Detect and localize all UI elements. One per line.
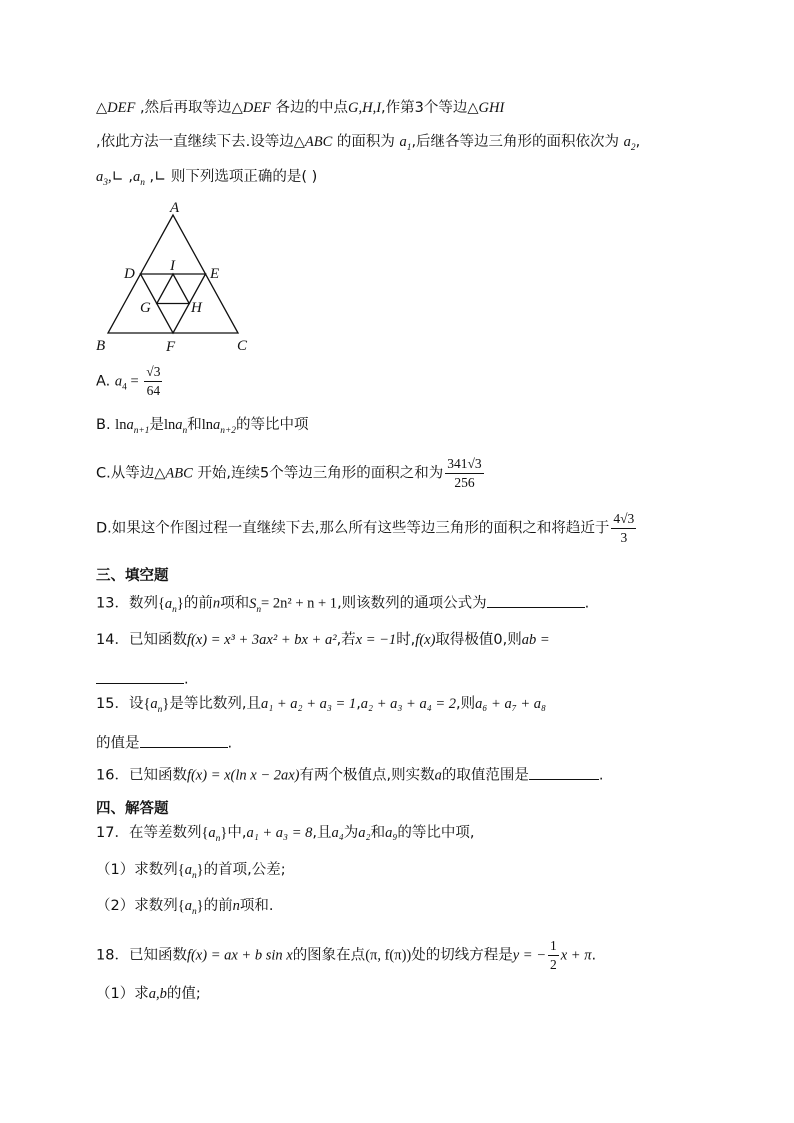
a-var: a xyxy=(175,417,183,433)
q18-text: 处的切线方程是 xyxy=(411,947,513,964)
q13-formula: = 2n² + n + 1 xyxy=(261,595,338,612)
q12-line2 xyxy=(96,134,640,154)
a3-var: $a_3$ xyxy=(96,169,108,188)
q14-text: ,若 xyxy=(336,632,356,648)
numerator: 4√3 xyxy=(611,511,636,529)
question-number: 14． xyxy=(96,632,129,648)
tangent-expr: x + π xyxy=(560,947,592,964)
ellipsis: ∟ xyxy=(111,169,124,185)
points-label: G,H,I xyxy=(348,100,382,116)
q17-p2-text: （2）求数列 xyxy=(96,898,178,914)
option-label: A. xyxy=(96,373,115,390)
q12-text: 的面积为 xyxy=(332,134,400,150)
q18-formula: f(x) = ax + b sin x xyxy=(186,947,293,964)
label-D: D xyxy=(124,266,135,282)
period: . xyxy=(591,947,597,964)
q14-text: 取得极值0,则 xyxy=(435,632,522,648)
triangle-ghi xyxy=(157,274,189,304)
q18 xyxy=(96,938,596,973)
q17 xyxy=(96,825,474,845)
tangent-expr: y = − xyxy=(512,947,546,964)
label-I: I xyxy=(170,258,175,274)
label-H: H xyxy=(191,300,202,316)
q17-p2-text: 项和. xyxy=(239,898,274,914)
q15-eq2: a₂ + a₃ + a₄ = 2 xyxy=(360,696,457,712)
period: . xyxy=(184,671,189,688)
n-var: n xyxy=(232,898,240,914)
q17-text: 中, xyxy=(227,825,247,841)
optb-text: 是 xyxy=(149,417,164,433)
q13-text: 项和 xyxy=(220,595,250,612)
q14-condition: x = −1 xyxy=(355,632,397,648)
q12-text: ,依此方法一直继续下去.设等边 xyxy=(96,134,294,150)
question-number: 15． xyxy=(96,696,129,712)
q15-text: , xyxy=(356,696,361,712)
sequence-an: $\{a_n\}$ xyxy=(143,696,170,715)
triangle-symbol: △ xyxy=(231,100,243,116)
abc-label: ABC xyxy=(165,465,193,482)
fraction-1-2 xyxy=(548,938,559,973)
sub-n2: n+2 xyxy=(220,425,236,436)
q18-point: (π, f(π)) xyxy=(365,947,412,964)
numerator: 1 xyxy=(548,938,559,956)
q17-p1-text: 的首项,公差; xyxy=(203,862,286,878)
answer-blank[interactable] xyxy=(96,668,184,684)
q15-text: 是等比数列,且 xyxy=(169,696,261,712)
q14-formula: f(x) = x³ + 3ax² + bx + a² xyxy=(186,632,337,648)
label-F: F xyxy=(166,339,176,355)
sequence-an: $\{a_n\}$ xyxy=(157,595,184,615)
q18-part1 xyxy=(96,986,201,1003)
optc-text: 开始,连续5个等边三角形的面积之和为 xyxy=(192,465,444,482)
q17-text: 的等比中项, xyxy=(397,825,475,841)
q17-text: ,且 xyxy=(312,825,332,841)
a1-var: $a_1$ xyxy=(399,134,412,153)
q15-line2 xyxy=(96,732,232,753)
denominator: 64 xyxy=(146,383,161,399)
equals: = xyxy=(126,373,143,390)
label-A: A xyxy=(170,200,180,216)
n-var: n xyxy=(212,595,221,612)
q18-text: 的图象在点 xyxy=(292,947,366,964)
def-label: DEF xyxy=(107,100,136,116)
question-number: 16． xyxy=(96,767,129,784)
a9-var: a₉ xyxy=(385,825,398,841)
optb-text: 和 xyxy=(187,417,202,433)
q12-text: 则下列选项正确的是( ) xyxy=(166,169,318,185)
label-G: G xyxy=(140,300,151,316)
fx: f(x) xyxy=(415,632,436,648)
ln: ln xyxy=(201,417,213,433)
sub-n: n xyxy=(182,425,188,436)
numerator: 341√3 xyxy=(445,456,483,474)
q13-text: 数列 xyxy=(128,595,158,612)
answer-blank[interactable] xyxy=(529,764,599,780)
option-d xyxy=(96,511,638,546)
a4-var: a₄ xyxy=(331,825,344,841)
sequence-an: $\{a_n\}$ xyxy=(177,862,204,881)
q13 xyxy=(96,592,589,616)
an-var: $a_n$ xyxy=(132,169,145,188)
denominator: 2 xyxy=(550,957,557,973)
q12-text: , xyxy=(123,169,133,185)
q12-text: ,然后再取等边 xyxy=(135,100,232,116)
a4-sub: 4 xyxy=(122,382,127,393)
q17-eq: a₁ + a₃ = 8 xyxy=(246,825,313,841)
q17-text: 在等差数列 xyxy=(128,825,202,841)
option-a xyxy=(96,364,164,399)
q15-text: 的值是 xyxy=(96,735,140,752)
q18-p1-text: （1）求 xyxy=(96,986,149,1002)
def-label: DEF xyxy=(242,100,271,116)
ln: ln xyxy=(115,417,127,433)
sn-var: $S_n$ xyxy=(249,595,262,615)
q17-p1-text: （1）求数列 xyxy=(96,862,178,878)
label-E: E xyxy=(210,266,220,282)
ghi-label: GHI xyxy=(478,100,505,116)
question-number: 13． xyxy=(96,595,129,612)
q16-text: 的取值范围是 xyxy=(441,767,529,784)
optb-text: 的等比中项 xyxy=(236,417,309,433)
answer-blank[interactable] xyxy=(140,732,228,748)
q16-text: 已知函数 xyxy=(128,767,187,784)
section-3-title: 三、填空题 xyxy=(96,568,169,584)
fraction-341sqrt3-256 xyxy=(445,456,483,491)
label-B: B xyxy=(96,338,106,354)
q17-p2-text: 的前 xyxy=(203,898,233,914)
a-var: a xyxy=(126,417,134,433)
a-var: a xyxy=(434,767,442,784)
q16 xyxy=(96,764,603,785)
q12-line3: $a_3,∟$ $,a_n$ ,∟ 则下列选项正确的是( ) xyxy=(96,169,318,188)
q12-line1 xyxy=(96,100,504,117)
ln: ln xyxy=(163,417,176,433)
q15-text: 设 xyxy=(128,696,144,712)
question-number: 17． xyxy=(96,825,129,841)
triangle-symbol: △ xyxy=(293,134,305,150)
q14-line2 xyxy=(96,668,189,689)
q16-formula: f(x) = x(ln x − 2ax) xyxy=(186,767,300,784)
fraction-4sqrt3-3 xyxy=(611,511,636,546)
triangle-symbol: △ xyxy=(154,465,166,482)
q12-text: , xyxy=(635,134,641,150)
q15-eq1: a₁ + a₂ + a₃ = 1 xyxy=(260,696,357,712)
q12-text: ,后继各等边三角形的面积依次为 xyxy=(411,134,624,150)
q12-text: , xyxy=(144,169,155,185)
sequence-an: $\{a_n\}$ xyxy=(177,898,204,917)
q15-text: ,则 xyxy=(456,696,476,712)
sub-n1: n+1 xyxy=(133,425,150,436)
question-number: 18． xyxy=(96,947,129,964)
q16-text: 有两个极值点,则实数 xyxy=(299,767,435,784)
option-c xyxy=(96,456,486,491)
ellipsis: ∟ xyxy=(154,169,167,185)
sequence-an: $\{a_n\}$ xyxy=(201,825,228,844)
ab-expr: ab = xyxy=(521,632,550,648)
denominator: 3 xyxy=(620,530,628,546)
optd-text: D.如果这个作图过程一直继续下去,那么所有这些等边三角形的面积之和将趋近于 xyxy=(96,520,610,537)
q12-text: 各边的中点 xyxy=(270,100,349,116)
optc-text: C.从等边 xyxy=(96,465,155,482)
abc-label: ABC xyxy=(304,134,333,150)
fraction-sqrt3-64 xyxy=(144,364,162,399)
a2-var: $a_2$ xyxy=(623,134,636,153)
q13-text: 的前 xyxy=(183,595,213,612)
numerator: √3 xyxy=(144,364,162,382)
q18-p1-text: 的值; xyxy=(166,986,201,1002)
a4-var: a xyxy=(114,373,123,390)
q14-text: 已知函数 xyxy=(128,632,187,648)
q17-part2 xyxy=(96,898,273,918)
q17-text: 和 xyxy=(370,825,386,841)
q14 xyxy=(96,632,550,649)
section-4-title: 四、解答题 xyxy=(96,801,169,817)
label-C: C xyxy=(237,338,248,354)
period: . xyxy=(598,767,604,784)
q12-text: ,作第3个等边 xyxy=(381,100,468,116)
triangle-figure xyxy=(90,195,260,360)
denominator: 256 xyxy=(454,475,475,491)
q17-text: 为 xyxy=(343,825,359,841)
a-var: a xyxy=(212,417,221,433)
q17-part1 xyxy=(96,862,286,882)
period: . xyxy=(584,595,590,612)
period: . xyxy=(227,735,233,752)
triangle-symbol: △ xyxy=(96,100,108,116)
answer-blank[interactable] xyxy=(487,592,585,608)
option-label: B. xyxy=(96,417,116,433)
a2-var: a₂ xyxy=(358,825,371,841)
q13-text: ,则该数列的通项公式为 xyxy=(337,595,487,612)
triangle-symbol: △ xyxy=(467,100,479,116)
q15-eq3: a₆ + a₇ + a₈ xyxy=(475,696,547,712)
option-b xyxy=(96,417,309,437)
q18-text: 已知函数 xyxy=(128,947,187,964)
q15 xyxy=(96,696,546,716)
ab-vars: a,b xyxy=(148,986,167,1002)
q14-text: 时, xyxy=(396,632,416,648)
